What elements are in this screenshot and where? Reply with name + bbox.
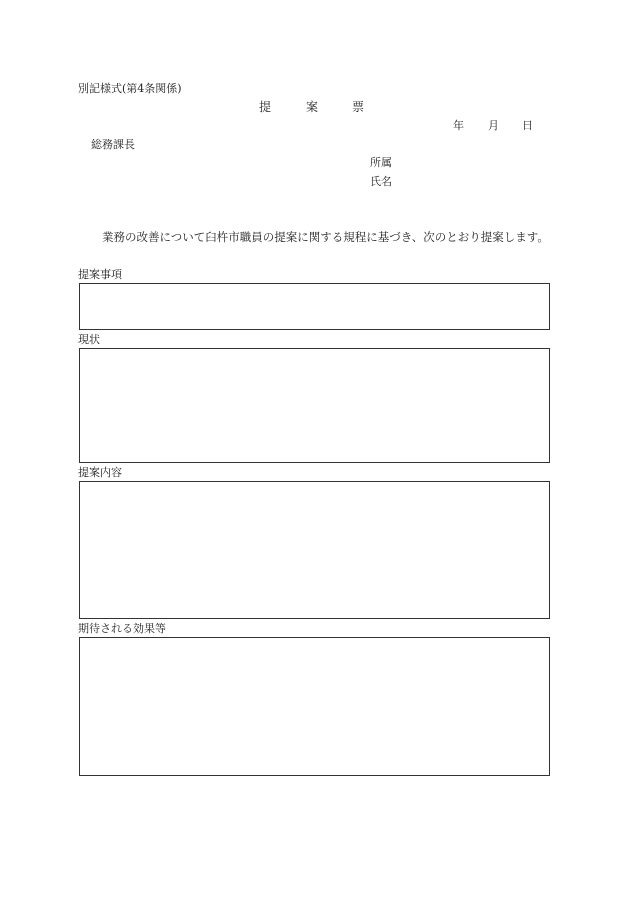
proposal-content-field[interactable] xyxy=(79,481,550,619)
section-label-proposal-item: 提案事項 xyxy=(78,268,122,281)
name-label: 氏名 xyxy=(370,175,392,188)
year-label: 年 xyxy=(453,119,464,132)
proposal-item-field[interactable] xyxy=(79,283,550,330)
form-title-char: 提 xyxy=(259,100,272,114)
section-label-expected-effects: 期待される効果等 xyxy=(78,622,166,635)
section-label-current-status: 現状 xyxy=(78,333,100,346)
form-reference: 別記様式(第4条関係) xyxy=(78,82,182,95)
month-label: 月 xyxy=(488,119,499,132)
section-label-proposal-content: 提案内容 xyxy=(78,466,122,479)
addressee: 総務課長 xyxy=(91,138,135,151)
form-title-char: 票 xyxy=(352,100,365,114)
current-status-field[interactable] xyxy=(79,348,550,463)
day-label: 日 xyxy=(522,119,533,132)
expected-effects-field[interactable] xyxy=(79,637,550,776)
form-title-char: 案 xyxy=(306,100,319,114)
intro-text: 業務の改善について臼杵市職員の提案に関する規程に基づき、次のとおり提案します。 xyxy=(102,230,549,244)
affiliation-label: 所属 xyxy=(370,156,392,169)
